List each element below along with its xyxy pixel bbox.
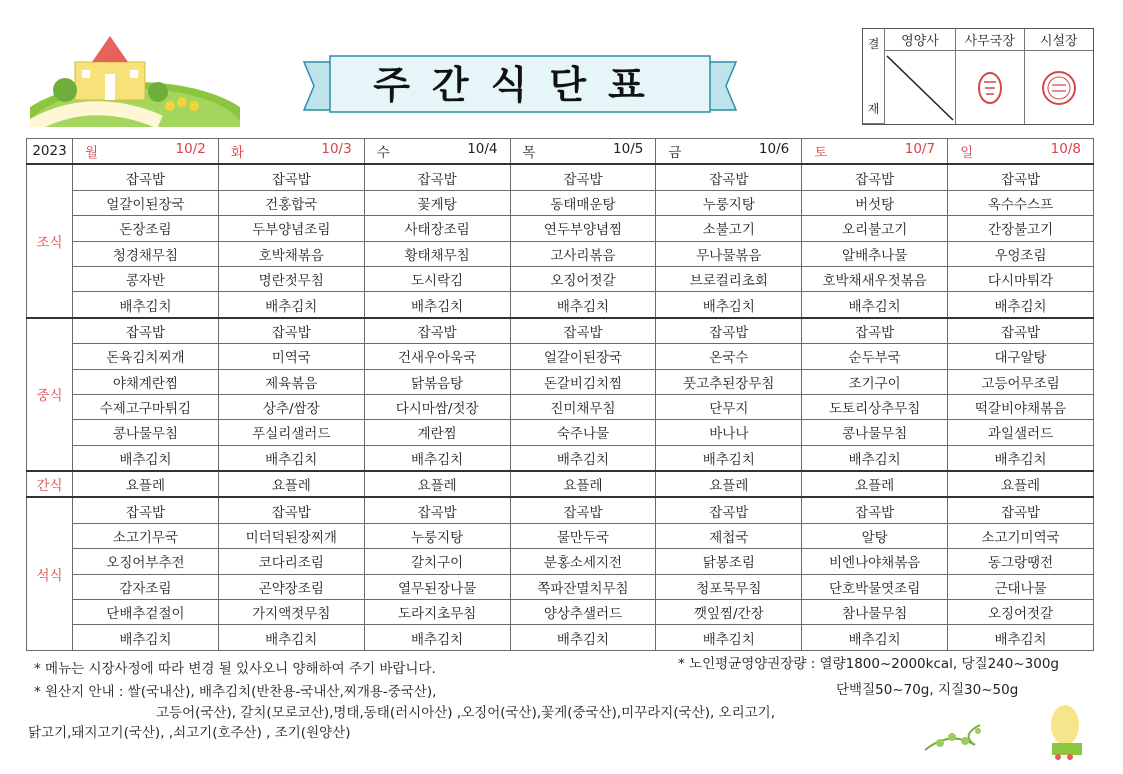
menu-item: 얼갈이된장국 xyxy=(73,190,219,215)
day-name: 일 xyxy=(960,145,974,162)
menu-item: 잡곡밥 xyxy=(218,497,364,523)
menu-item: 배추김치 xyxy=(73,625,219,650)
approval-side xyxy=(863,29,885,124)
menu-item: 잡곡밥 xyxy=(656,318,802,344)
menu-item: 제첩국 xyxy=(656,523,802,548)
menu-item: 미역국 xyxy=(218,344,364,369)
menu-item: 요플레 xyxy=(73,471,219,497)
menu-item: 요플레 xyxy=(510,471,656,497)
menu-item: 요플레 xyxy=(802,471,948,497)
menu-item: 배추김치 xyxy=(364,292,510,318)
meal-label-2: 간식 xyxy=(27,471,73,497)
nutrition-recommendation-2: 단백질50~70g, 지질30~50g xyxy=(836,682,1019,698)
menu-item: 고사리볶음 xyxy=(510,241,656,266)
menu-item: 두부양념조림 xyxy=(218,216,364,241)
menu-item: 건홍합국 xyxy=(218,190,364,215)
menu-item: 양상추샐러드 xyxy=(510,600,656,625)
year-cell: 2023 xyxy=(27,139,73,165)
menu-item: 깻잎찜/간장 xyxy=(656,600,802,625)
menu-item: 야채계란찜 xyxy=(73,369,219,394)
menu-item: 오징어젓갈 xyxy=(948,600,1094,625)
meal-label-3: 석식 xyxy=(27,497,73,650)
menu-item: 배추김치 xyxy=(510,625,656,650)
menu-item: 근대나물 xyxy=(948,574,1094,599)
menu-item: 잡곡밥 xyxy=(364,497,510,523)
menu-item: 배추김치 xyxy=(364,445,510,471)
menu-row xyxy=(27,625,1094,650)
menu-item: 오징어젓갈 xyxy=(510,266,656,291)
menu-item: 돈갈비김치찜 xyxy=(510,369,656,394)
menu-item: 열무된장나물 xyxy=(364,574,510,599)
menu-item: 돈육김치찌개 xyxy=(73,344,219,369)
menu-row xyxy=(27,420,1094,445)
menu-row xyxy=(27,523,1094,548)
menu-item: 오리불고기 xyxy=(802,216,948,241)
menu-item: 분홍소세지전 xyxy=(510,549,656,574)
menu-item: 알배추나물 xyxy=(802,241,948,266)
menu-item: 배추김치 xyxy=(218,445,364,471)
menu-item: 코다리조림 xyxy=(218,549,364,574)
menu-item: 우엉조림 xyxy=(948,241,1094,266)
menu-item: 닭볶음탕 xyxy=(364,369,510,394)
menu-item: 순두부국 xyxy=(802,344,948,369)
menu-item: 동태매운탕 xyxy=(510,190,656,215)
menu-item: 다시마튀각 xyxy=(948,266,1094,291)
menu-item: 옥수수스프 xyxy=(948,190,1094,215)
menu-item: 배추김치 xyxy=(948,292,1094,318)
day-date: 10/4 xyxy=(467,141,498,158)
menu-item: 간장불고기 xyxy=(948,216,1094,241)
menu-item: 잡곡밥 xyxy=(948,497,1094,523)
menu-item: 과일샐러드 xyxy=(948,420,1094,445)
menu-item: 얼갈이된장국 xyxy=(510,344,656,369)
round-seal-icon xyxy=(1039,68,1079,108)
menu-item: 배추김치 xyxy=(802,625,948,650)
menu-item: 수제고구마튀김 xyxy=(73,394,219,419)
approval-role-director: 시설장 xyxy=(1025,29,1094,51)
page-title: 주간식단표 xyxy=(373,62,667,107)
approval-slot-nutritionist xyxy=(885,51,956,124)
approval-slot-office-manager xyxy=(956,51,1025,124)
day-name: 토 xyxy=(814,145,828,162)
menu-item: 곤약장조림 xyxy=(218,574,364,599)
menu-item: 건새우아욱국 xyxy=(364,344,510,369)
menu-item: 배추김치 xyxy=(73,445,219,471)
meal-label-0: 조식 xyxy=(27,164,73,317)
menu-item: 요플레 xyxy=(948,471,1094,497)
approval-slot-director xyxy=(1025,51,1094,124)
menu-row xyxy=(27,266,1094,291)
menu-item: 동그랑땡전 xyxy=(948,549,1094,574)
menu-item: 떡갈비야채볶음 xyxy=(948,394,1094,419)
menu-item: 호박채새우젓볶음 xyxy=(802,266,948,291)
menu-item: 배추김치 xyxy=(218,292,364,318)
menu-item: 배추김치 xyxy=(948,625,1094,650)
approval-side-top: 결 xyxy=(867,37,880,51)
day-name: 목 xyxy=(522,145,536,162)
day-date: 10/5 xyxy=(613,141,644,158)
menu-item: 단무지 xyxy=(656,394,802,419)
menu-item: 가지액젓무침 xyxy=(218,600,364,625)
menu-item: 조기구이 xyxy=(802,369,948,394)
menu-item: 호박채볶음 xyxy=(218,241,364,266)
menu-item: 배추김치 xyxy=(656,625,802,650)
menu-item: 잡곡밥 xyxy=(364,318,510,344)
menu-item: 배추김치 xyxy=(364,625,510,650)
day-name: 금 xyxy=(668,145,682,162)
menu-item: 잡곡밥 xyxy=(948,318,1094,344)
menu-item: 사태장조림 xyxy=(364,216,510,241)
menu-item: 숙주나물 xyxy=(510,420,656,445)
menu-row xyxy=(27,574,1094,599)
menu-item: 소고기미역국 xyxy=(948,523,1094,548)
day-date: 10/8 xyxy=(1050,141,1081,158)
day-header-3 xyxy=(510,139,656,165)
note-change-notice: * 메뉴는 시장사정에 따라 변경 될 있사오니 양해하여 주기 바랍니다. xyxy=(34,661,436,677)
approval-box xyxy=(862,28,1094,125)
menu-item: 소고기무국 xyxy=(73,523,219,548)
menu-item: 잡곡밥 xyxy=(73,318,219,344)
menu-item: 잡곡밥 xyxy=(656,497,802,523)
menu-item: 배추김치 xyxy=(656,445,802,471)
menu-item: 콩나물무침 xyxy=(73,420,219,445)
menu-row xyxy=(27,445,1094,471)
menu-item: 풋고추된장무침 xyxy=(656,369,802,394)
menu-item: 제육볶음 xyxy=(218,369,364,394)
menu-item: 참나물무침 xyxy=(802,600,948,625)
menu-item: 배추김치 xyxy=(218,625,364,650)
day-name: 화 xyxy=(230,145,244,162)
day-header-0 xyxy=(73,139,219,165)
plant-illustration xyxy=(920,695,1090,765)
strike-line-icon xyxy=(885,54,955,122)
menu-item: 콩나물무침 xyxy=(802,420,948,445)
day-header-4 xyxy=(656,139,802,165)
menu-item: 버섯탕 xyxy=(802,190,948,215)
menu-item: 도시락김 xyxy=(364,266,510,291)
menu-item: 비엔나야채볶음 xyxy=(802,549,948,574)
menu-item: 고등어무조림 xyxy=(948,369,1094,394)
menu-row xyxy=(27,164,1094,190)
menu-item: 황태채무침 xyxy=(364,241,510,266)
day-header-6 xyxy=(948,139,1094,165)
menu-item: 알탕 xyxy=(802,523,948,548)
menu-item: 잡곡밥 xyxy=(73,164,219,190)
day-date: 10/3 xyxy=(321,141,352,158)
day-header-5 xyxy=(802,139,948,165)
menu-row xyxy=(27,549,1094,574)
day-date: 10/6 xyxy=(758,141,790,158)
day-name: 월 xyxy=(85,145,99,162)
menu-row xyxy=(27,600,1094,625)
menu-item: 배추김치 xyxy=(73,292,219,318)
menu-item: 잡곡밥 xyxy=(510,318,656,344)
menu-item: 잡곡밥 xyxy=(510,164,656,190)
menu-item: 오징어부추전 xyxy=(73,549,219,574)
header-row xyxy=(27,139,1094,165)
menu-item: 꽃게탕 xyxy=(364,190,510,215)
menu-item: 명란젓무침 xyxy=(218,266,364,291)
menu-item: 배추김치 xyxy=(802,292,948,318)
menu-item: 돈장조림 xyxy=(73,216,219,241)
menu-item: 온국수 xyxy=(656,344,802,369)
menu-item: 잡곡밥 xyxy=(218,318,364,344)
menu-row xyxy=(27,190,1094,215)
nutrition-recommendation: * 노인평균영양권장량 : 열량1800~2000kcal, 당질240~300g xyxy=(678,656,1059,672)
menu-item: 잡곡밥 xyxy=(364,164,510,190)
menu-item: 배추김치 xyxy=(802,445,948,471)
menu-item: 쪽파잔멸치무침 xyxy=(510,574,656,599)
menu-row xyxy=(27,369,1094,394)
menu-item: 청경채무침 xyxy=(73,241,219,266)
menu-row xyxy=(27,394,1094,419)
approval-role-nutritionist: 영양사 xyxy=(885,29,956,51)
approval-side-bottom: 재 xyxy=(867,102,880,116)
menu-item: 잡곡밥 xyxy=(948,164,1094,190)
seal-stamp-icon xyxy=(975,70,1005,106)
menu-item: 잡곡밥 xyxy=(656,164,802,190)
menu-item: 도라지초무침 xyxy=(364,600,510,625)
menu-row xyxy=(27,216,1094,241)
menu-row xyxy=(27,471,1094,497)
menu-item: 브로컬리초회 xyxy=(656,266,802,291)
menu-item: 청포묵무침 xyxy=(656,574,802,599)
menu-item: 단호박물엿조림 xyxy=(802,574,948,599)
menu-item: 소불고기 xyxy=(656,216,802,241)
menu-item: 누룽지탕 xyxy=(656,190,802,215)
menu-item: 잡곡밥 xyxy=(802,497,948,523)
menu-item: 요플레 xyxy=(656,471,802,497)
school-illustration xyxy=(30,22,240,127)
note-origin-3: 닭고기,돼지고기(국산), ,쇠고기(호주산) , 조기(원양산) xyxy=(28,725,351,741)
menu-row xyxy=(27,241,1094,266)
note-origin-1: * 원산지 안내 : 쌀(국내산), 배추김치(반찬용-국내산,찌개용-중국산), xyxy=(34,684,437,700)
menu-item: 물만두국 xyxy=(510,523,656,548)
menu-item: 계란찜 xyxy=(364,420,510,445)
menu-item: 연두부양념찜 xyxy=(510,216,656,241)
menu-row xyxy=(27,292,1094,318)
menu-item: 단배추겉절이 xyxy=(73,600,219,625)
menu-item: 배추김치 xyxy=(948,445,1094,471)
weekly-menu-table xyxy=(26,138,1094,651)
menu-item: 잡곡밥 xyxy=(802,318,948,344)
day-header-1 xyxy=(218,139,364,165)
menu-item: 콩자반 xyxy=(73,266,219,291)
menu-item: 갈치구이 xyxy=(364,549,510,574)
day-date: 10/2 xyxy=(175,141,206,158)
menu-item: 푸실리샐러드 xyxy=(218,420,364,445)
menu-row xyxy=(27,318,1094,344)
menu-item: 잡곡밥 xyxy=(510,497,656,523)
menu-item: 배추김치 xyxy=(510,292,656,318)
menu-item: 닭봉조림 xyxy=(656,549,802,574)
menu-item: 바나나 xyxy=(656,420,802,445)
meal-label-1: 중식 xyxy=(27,318,73,471)
menu-item: 배추김치 xyxy=(510,445,656,471)
menu-item: 상추/쌈장 xyxy=(218,394,364,419)
menu-item: 진미채무침 xyxy=(510,394,656,419)
day-header-2 xyxy=(364,139,510,165)
day-name: 수 xyxy=(376,145,390,162)
menu-item: 요플레 xyxy=(364,471,510,497)
note-origin-2: 고등어(국산), 갈치(모로코산),명태,동태(러시아산) ,오징어(국산),꽃게(중국산),미꾸라지(국산), 오리고기, xyxy=(156,705,776,721)
menu-item: 잡곡밥 xyxy=(802,164,948,190)
day-date: 10/7 xyxy=(904,141,936,158)
menu-row xyxy=(27,344,1094,369)
menu-item: 감자조림 xyxy=(73,574,219,599)
menu-item: 잡곡밥 xyxy=(73,497,219,523)
menu-item: 잡곡밥 xyxy=(218,164,364,190)
approval-role-office-manager: 사무국장 xyxy=(956,29,1025,51)
menu-item: 도토리상추무침 xyxy=(802,394,948,419)
menu-item: 대구알탕 xyxy=(948,344,1094,369)
menu-item: 누룽지탕 xyxy=(364,523,510,548)
menu-item: 미더덕된장찌개 xyxy=(218,523,364,548)
menu-item: 요플레 xyxy=(218,471,364,497)
menu-item: 무나물볶음 xyxy=(656,241,802,266)
menu-row xyxy=(27,497,1094,523)
menu-item: 다시마쌈/젓장 xyxy=(364,394,510,419)
menu-item: 배추김치 xyxy=(656,292,802,318)
